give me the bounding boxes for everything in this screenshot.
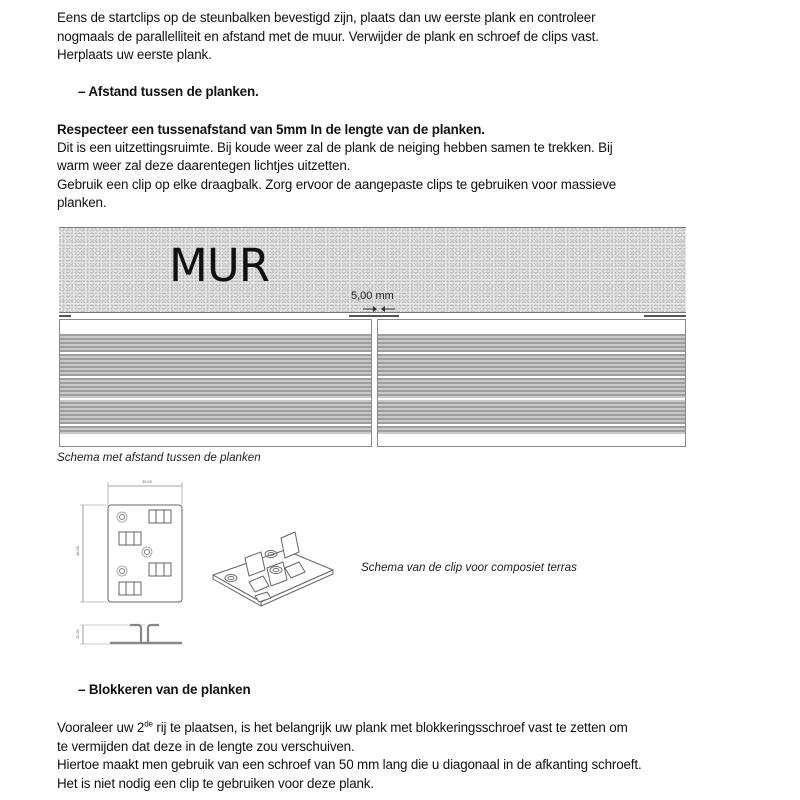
clip-schema-caption: Schema van de clip voor composiet terras [361, 561, 577, 574]
spacing-line-2: warm weer zal deze daarentegen lichtjes uitzetten. [57, 158, 351, 173]
spacing-line-4: planken. [57, 195, 107, 210]
blocking-line-2: te vermijden dat deze in de lengte zou verschuiven. [57, 739, 355, 754]
blocking-line-1 [57, 719, 628, 738]
clip-technical-drawing [70, 474, 200, 664]
plank-schema-caption: Schema met afstand tussen de planken [57, 451, 261, 464]
clip-thickness-dim: 11,00 [75, 629, 80, 639]
section-heading-blocking: – Blokkeren van de planken [78, 682, 251, 697]
plank-texture [60, 334, 371, 434]
joint-marker [349, 315, 399, 317]
joint-marker [59, 315, 71, 317]
clip-isometric-drawing [205, 510, 350, 620]
blocking-line-3: Hiertoe maakt men gebruik van een schroef van 50 mm lang die u diagonaal in de afkanting schroeft. [57, 757, 642, 772]
wall [59, 227, 686, 313]
wall-label: MUR [169, 239, 270, 292]
intro-line-2: nogmaals de parallelliteit en afstand met de muur. Verwijder de plank en schroef de clips vast. [57, 29, 599, 44]
plank-spacing-schema [59, 227, 686, 449]
spacing-line-3: Gebruik een clip op elke draagbalk. Zorg ervoor de aangepaste clips te gebruiken voor massieve [57, 177, 617, 192]
clip-height-dim: 48,00 [75, 545, 80, 556]
gap-dimension-label: 5,00 mm [351, 290, 394, 302]
plank-right [377, 319, 686, 447]
blocking-line-1-end: rij te plaatsen, is het belangrijk uw plank met blokkeringsschroef vast te zetten om [152, 720, 628, 735]
dimension-arrow-icon [359, 304, 399, 314]
blocking-line-4: Het is niet nodig een clip te gebruiken voor deze plank. [57, 776, 374, 791]
intro-line-3: Herplaats uw eerste plank. [57, 47, 212, 62]
intro-line-1: Eens de startclips op de steunbalken bevestigd zijn, plaats dan uw eerste plank en controleer [57, 10, 596, 25]
blocking-line-1-start: Vooraleer uw 2 [57, 720, 145, 735]
section-heading-spacing: – Afstand tussen de planken. [78, 84, 259, 99]
clip-width-dim: 35,00 [142, 479, 153, 484]
plank-texture [378, 334, 685, 434]
spacing-bold-line: Respecteer een tussenafstand van 5mm In de lengte van de planken. [57, 122, 485, 137]
spacing-line-1: Dit is een uitzettingsruimte. Bij koude weer zal de plank de neiging hebben samen te trekken. Bij [57, 140, 613, 155]
plank-left [59, 319, 372, 447]
ordinal-superscript: de [144, 719, 153, 729]
joint-marker [644, 315, 686, 317]
